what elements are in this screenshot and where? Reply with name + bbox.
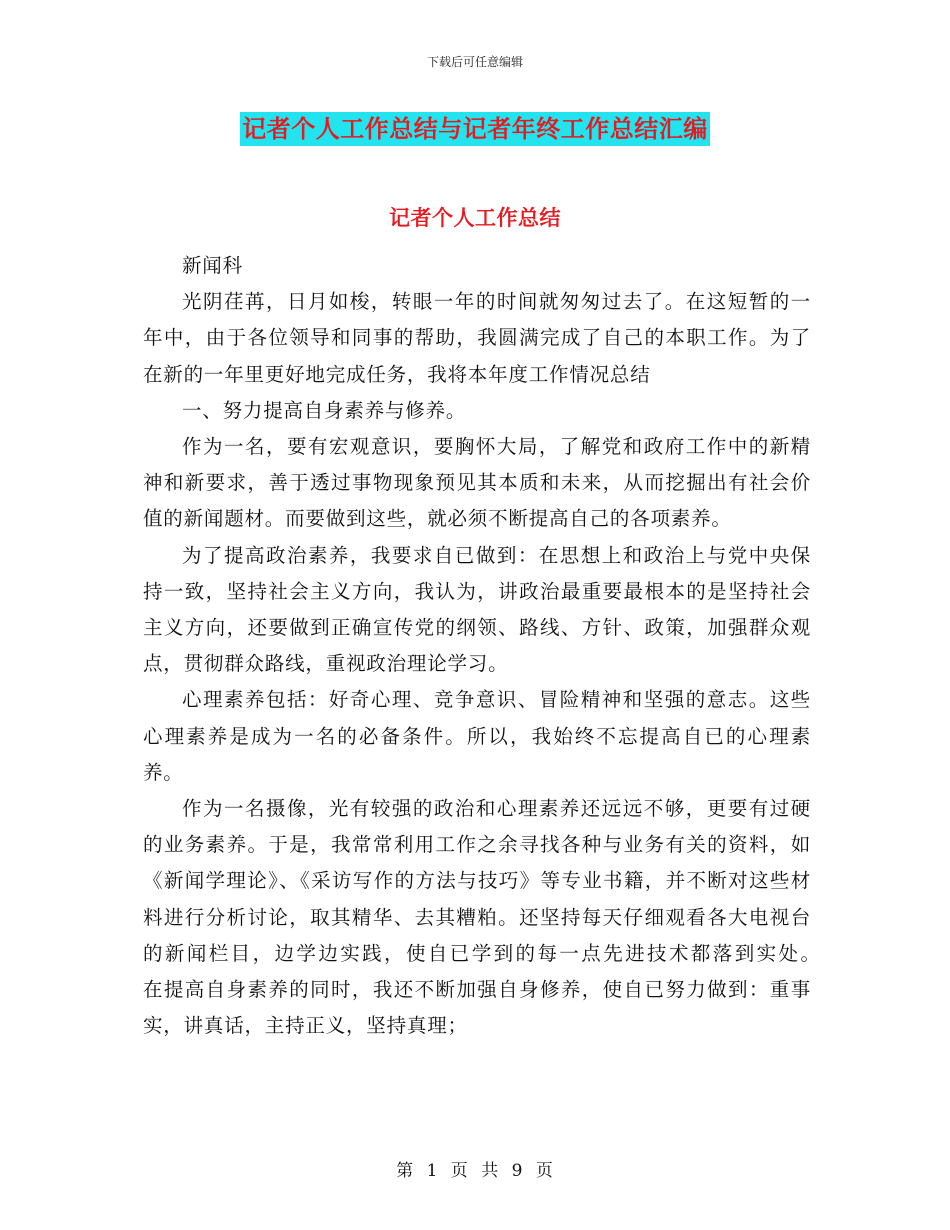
header-note: 下载后可任意编辑 [426,55,523,69]
page-number: 第 1 页 共 9 页 [396,1161,554,1181]
paragraph: 作为一名摄像，光有较强的政治和心理素养还远远不够，更要有过硬的业务素养。于是，我常常利用工作之余寻找各种与业务有关的资料，如《新闻学理论》、《采访写作的方法与技巧》等专业书籍，并不断对这些材料进行分析讨论，取其精华、去其糟粕。还坚持每天仔细观看各大电视台的新闻栏目，边学边实践，使自已学到的每一点先进技术都落到实处。 在提高自身素养的同时，我还不断加强自身修养，使自已努力做到：重事实，讲真话，主持正义，坚持真理； [143,797,852,1038]
paragraph: 一、努力提高自身素养与修养。 [182,398,467,422]
paragraph: 作为一名，要有宏观意识，要胸怀大局，了解党和政府工作中的新精神和新要求，善于透过事物现象预见其本质和未来，从而挖掘出有社会价值的新闻题材。而要做到这些，就必须不断提高自己的各项素养。 [143,435,811,531]
document-title-text: 记者个人工作总结与记者年终工作总结汇编 [240,112,710,146]
paragraph: 光阴荏苒，日月如梭，转眼一年的时间就匆匆过去了。在这短暂的一年中，由于各位领导和同事的帮助，我圆满完成了自己的本职工作。为了在新的一年里更好地完成任务，我将本年度工作情况总结 [143,290,811,386]
document-title [0,112,950,146]
paragraph: 心理素养包括：好奇心理、竞争意识、冒险精神和坚强的意志。这些心理素养是成为一名的必备条件。所以，我始终不忘提高自已的心理素养。 [143,688,811,784]
paragraph: 新闻科 [182,254,243,277]
section-title: 记者个人工作总结 [389,206,561,230]
paragraph: 为了提高政治素养，我要求自已做到：在思想上和政治上与党中央保持一致，坚持社会主义方向，我认为，讲政治最重要最根本的是坚持社会主义方向，还要做到正确宣传党的纲领、路线、方针、政策，加强群众观点，贯彻群众路线，重视政治理论学习。 [143,543,811,676]
document-body [143,248,852,1044]
